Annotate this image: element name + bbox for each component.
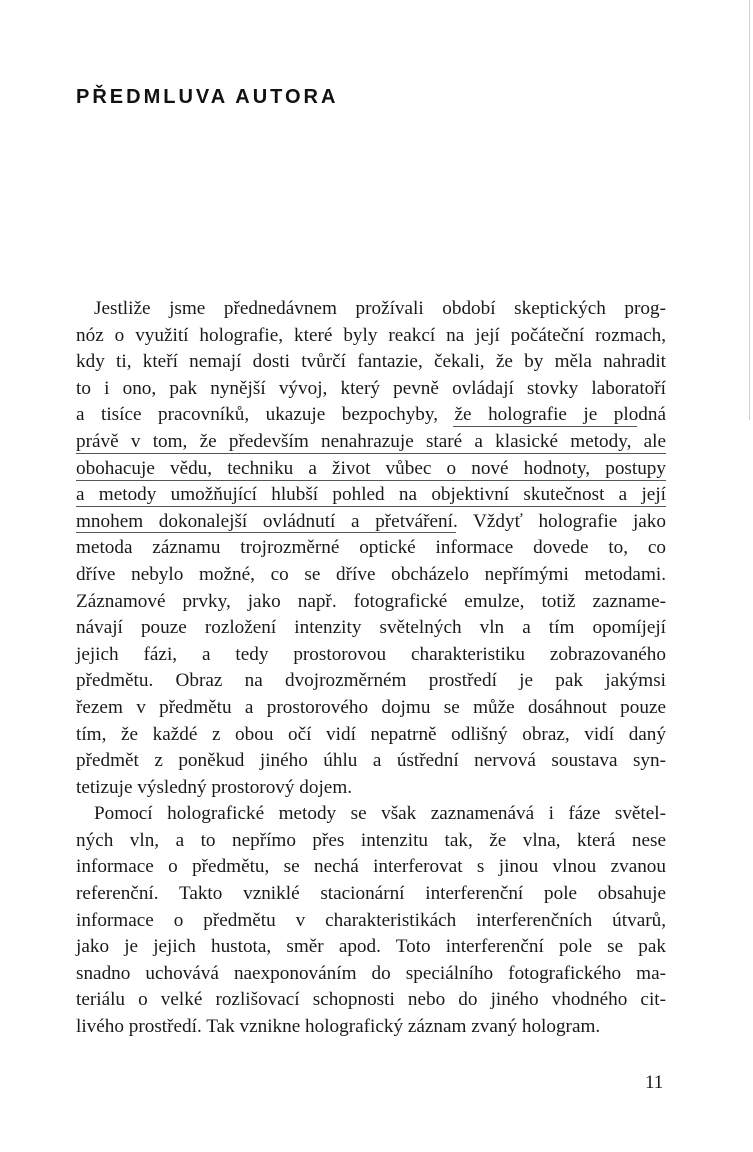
chapter-heading: PŘEDMLUVA AUTORA [76, 86, 339, 108]
text-line: ných vln, a to nepřímo přes intenzitu tak, že vlna, která nese [76, 829, 666, 851]
text-line: tím, že každé z obou očí vidí nepatrně odlišný obraz, vidí daný [76, 723, 666, 745]
text-line: a tisíce pracovníků, ukazuje bezpochyby, že holografie je plodná [76, 404, 666, 426]
page-number: 11 [645, 1072, 664, 1093]
text-line: livého prostředí. Tak vznikne holografický záznam zvaný hologram. [76, 1016, 601, 1038]
text-line: řezem v předmětu a prostorového dojmu se může dosáhnout pouze [76, 696, 666, 718]
text-line: to i ono, pak nynější vývoj, který pevně ovládají stovky laboratoří [76, 377, 666, 399]
text-line: právě v tom, že především nenahrazuje staré a klasické metody, ale [76, 430, 666, 452]
body-text [76, 296, 666, 1041]
text-line: informace o předmětu v charakteristikách interferenčních útvarů, [76, 909, 666, 931]
paragraph-1 [76, 296, 666, 801]
text-line: metoda záznamu trojrozměrné optické informace dovede to, co [76, 537, 666, 559]
pencil-underline [76, 453, 666, 454]
pencil-underline [76, 506, 666, 507]
pencil-underline [76, 532, 456, 533]
text-line: tetizuje výsledný prostorový dojem. [76, 776, 353, 798]
text-line: kdy ti, kteří nemají dosti tvůrčí fantazie, čekali, že by měla nahradit [76, 351, 666, 373]
text-line: Jestliže jsme přednedávnem prožívali období skeptických prog- [94, 298, 666, 319]
text-line: a metody umožňující hlubší pohled na objektivní skutečnost a její [76, 484, 666, 506]
text-line: teriálu o velké rozlišovací schopnosti nebo do jiného vhodného cit- [76, 989, 666, 1011]
pencil-underline [453, 426, 637, 427]
text-line: jejich fázi, a tedy prostorovou charakteristiku zobrazovaného [76, 643, 666, 665]
paragraph-2 [76, 801, 666, 1040]
page-edge-shadow [749, 0, 750, 420]
text-line: jako je jejich hustota, směr apod. Toto interferenční pole se pak [76, 936, 666, 958]
text-line: referenční. Takto vzniklé stacionární interferenční pole obsahuje [76, 883, 666, 905]
text-line: snadno uchovává naexponováním do speciálního fotografického ma- [76, 962, 666, 984]
text-line: informace o předmětu, se nechá interferovat s jinou vlnou zvanou [76, 856, 666, 878]
pencil-underline [76, 480, 666, 481]
text-line: mnohem dokonalejší ovládnutí a přetváření. Vždyť holografie jako [76, 510, 666, 532]
text-line: předmět z poněkud jiného úhlu a ústřední nervová soustava syn- [76, 750, 666, 772]
text-line: předmětu. Obraz na dvojrozměrném prostředí je pak jakýmsi [76, 670, 666, 692]
text-line: obohacuje vědu, techniku a život vůbec o nové hodnoty, postupy [76, 457, 666, 479]
text-line: návají pouze rozložení intenzity světelných vln a tím opomíjejí [76, 617, 666, 639]
text-line: nóz o využití holografie, které byly reakcí na její počáteční rozmach, [76, 324, 666, 346]
text-line: Pomocí holografické metody se však zaznamenává i fáze světel- [94, 803, 666, 825]
text-line: dříve nebylo možné, co se dříve obcházelo nepřímými metodami. [76, 563, 666, 585]
text-line: Záznamové prvky, jako např. fotografické emulze, totiž zazname- [76, 590, 666, 612]
